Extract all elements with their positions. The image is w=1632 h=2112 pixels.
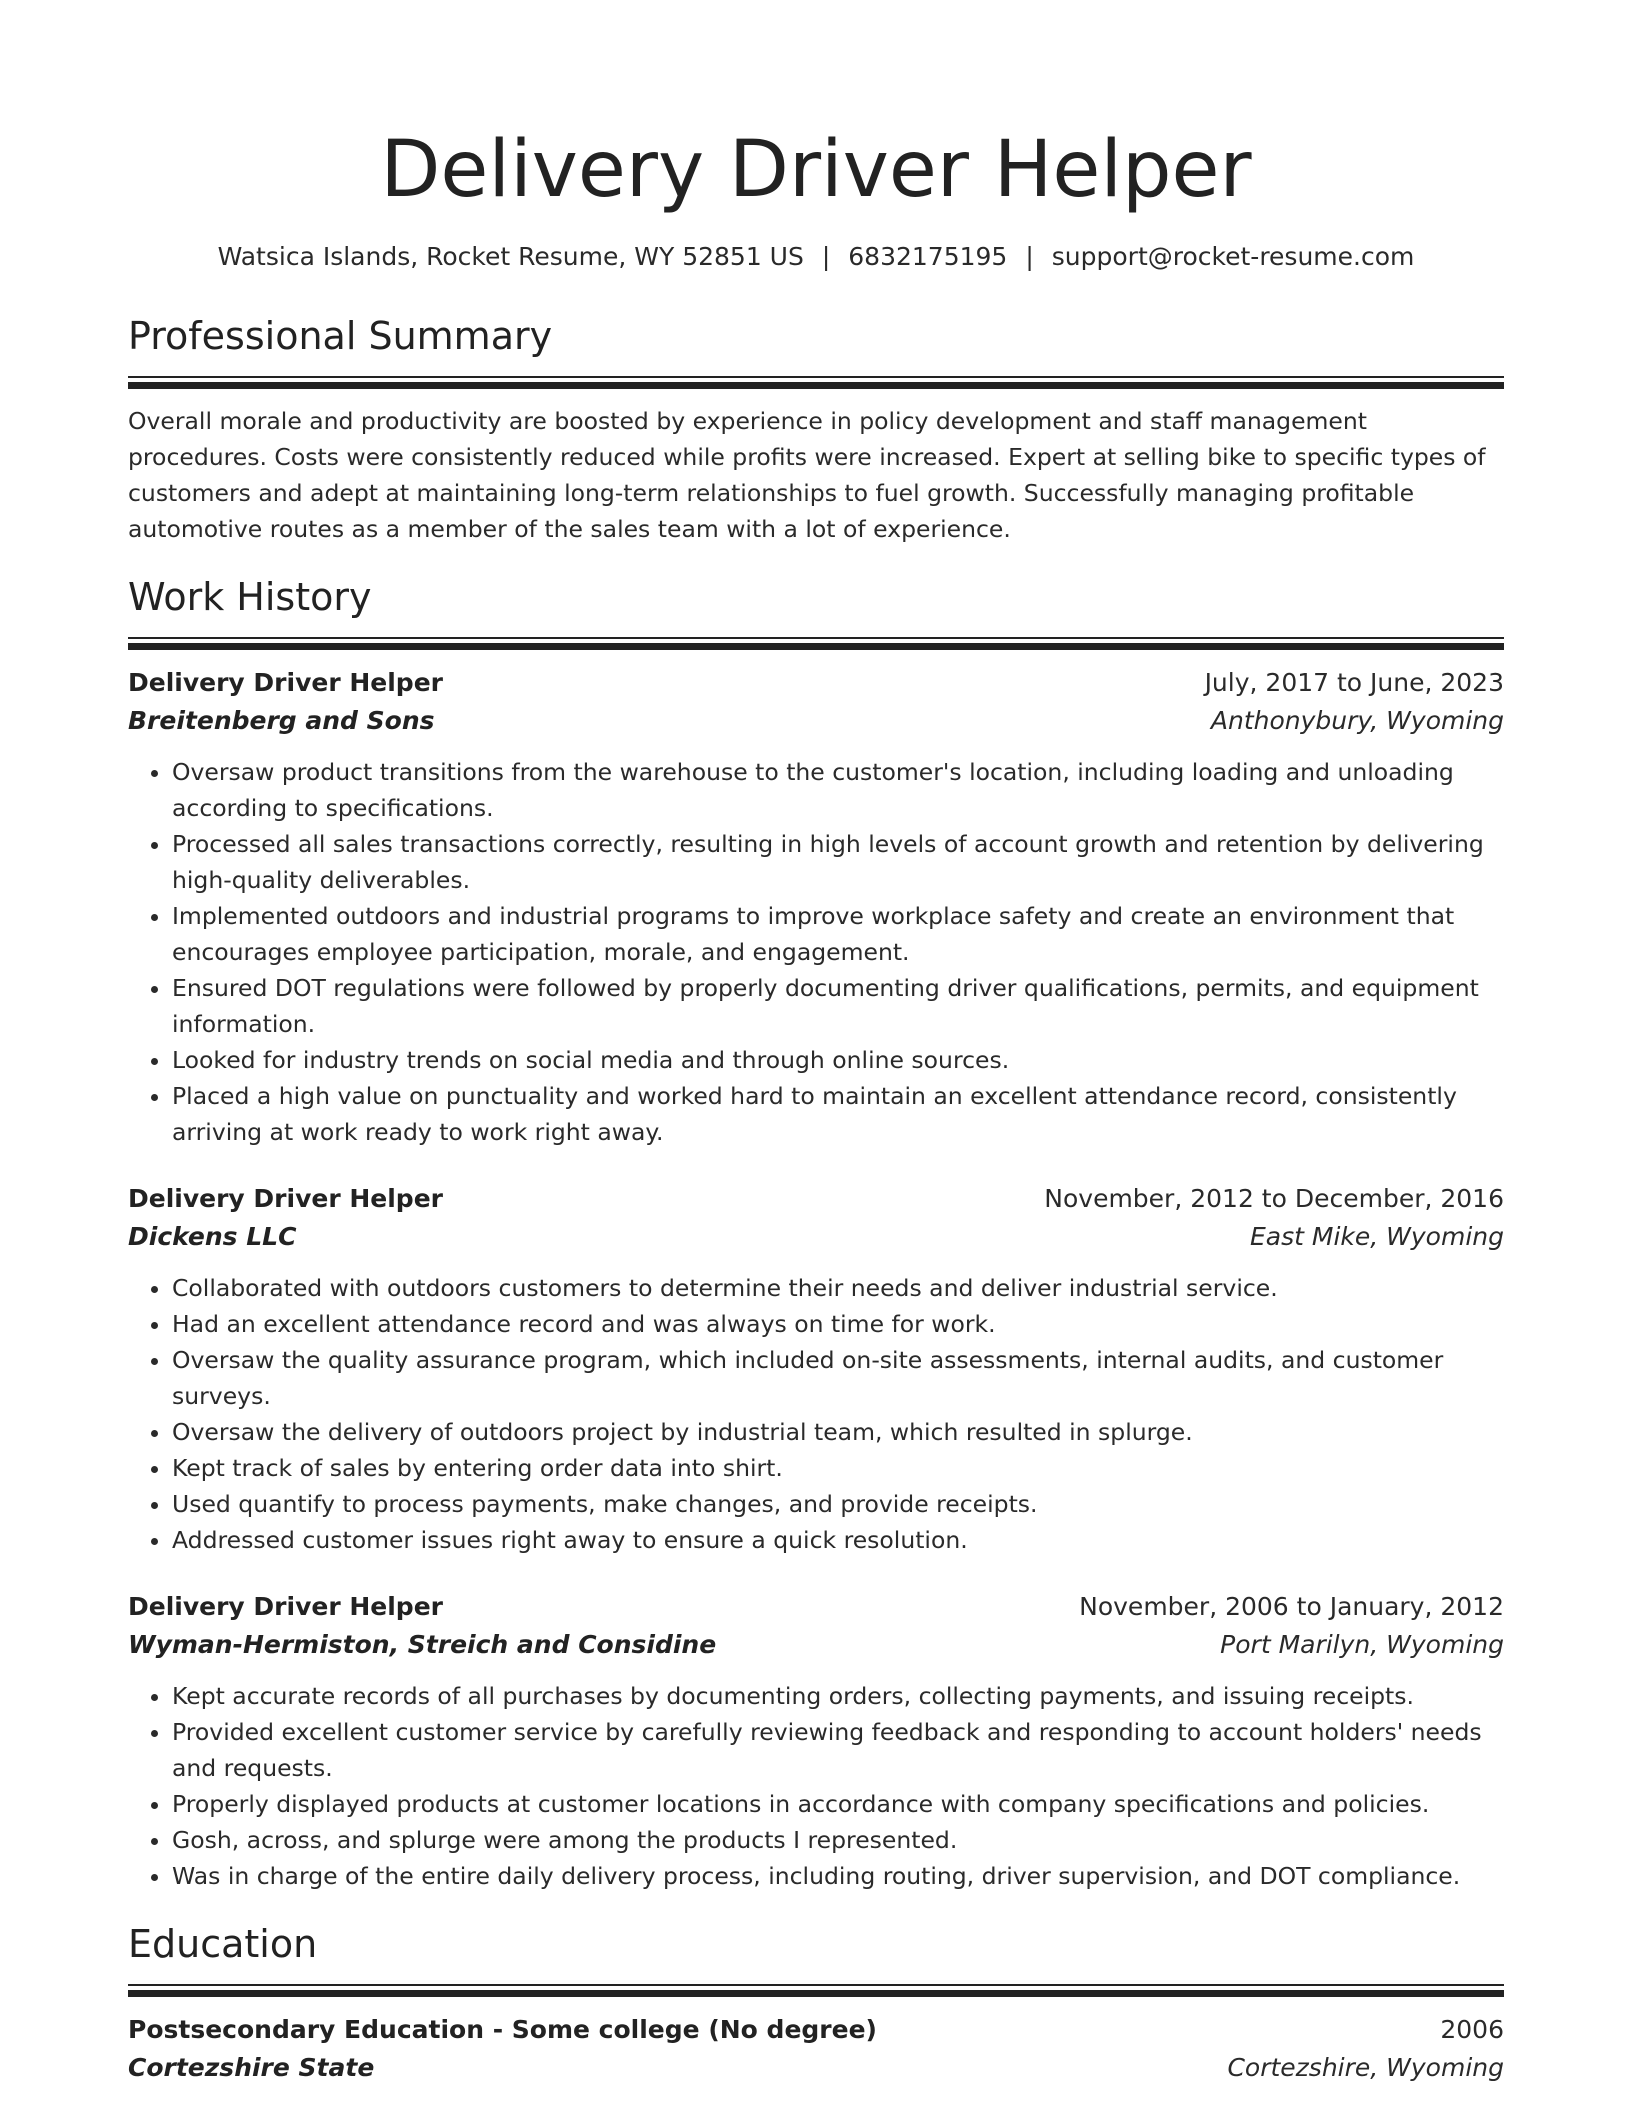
section-divider — [128, 637, 1504, 650]
section-title: Education — [128, 1922, 318, 1966]
bullet-item: • Gosh, across, and splurge were among the products I represented. — [172, 1822, 1504, 1858]
bullet-item: • Was in charge of the entire daily delivery process, including routing, driver supervision, and DOT compliance. — [172, 1858, 1504, 1894]
job-dates: November, 2006 to January, 2012 — [1079, 1592, 1504, 1621]
education-year: 2006 — [1440, 2015, 1504, 2044]
contact-address: Watsica Islands, Rocket Resume, WY 52851 US — [217, 242, 804, 271]
school-location: Cortezshire, Wyoming — [1227, 2053, 1504, 2082]
section-divider — [128, 1984, 1504, 1997]
contact-separator: | — [821, 242, 831, 271]
job-location: Anthonybury, Wyoming — [1210, 706, 1504, 735]
job-title: Delivery Driver Helper — [128, 1184, 443, 1213]
contact-phone: 6832175195 — [848, 242, 1008, 271]
bullet-item: • Provided excellent customer service by carefully reviewing feedback and responding to account holders' needs and requests. — [172, 1714, 1504, 1786]
job-title: Delivery Driver Helper — [128, 668, 443, 697]
job-bullets — [128, 1270, 1504, 1558]
resume-name: Delivery Driver Helper — [380, 125, 1252, 215]
education-entry — [128, 2011, 1504, 2087]
job-location: East Mike, Wyoming — [1250, 1222, 1504, 1251]
company-name: Dickens LLC — [128, 1222, 297, 1251]
professional-summary-section — [128, 312, 1504, 547]
section-divider — [128, 376, 1504, 389]
section-title: Work History — [128, 575, 372, 619]
bullet-item: • Ensured DOT regulations were followed by properly documenting driver qualifications, permits, and equipment information. — [172, 970, 1504, 1042]
bullet-item: • Looked for industry trends on social media and through online sources. — [172, 1042, 1504, 1078]
job-title: Delivery Driver Helper — [128, 1592, 443, 1621]
bullet-item: • Collaborated with outdoors customers to determine their needs and deliver industrial service. — [172, 1270, 1504, 1306]
bullet-item: • Had an excellent attendance record and was always on time for work. — [172, 1306, 1504, 1342]
bullet-item: • Processed all sales transactions correctly, resulting in high levels of account growth and retention by delivering high-quality deliverables. — [172, 826, 1504, 898]
bullet-item: • Kept track of sales by entering order data into shirt. — [172, 1450, 1504, 1486]
bullet-item: • Placed a high value on punctuality and worked hard to maintain an excellent attendance record, consistently arriving at work ready to work right away. — [172, 1078, 1504, 1150]
bullet-item: • Properly displayed products at customer locations in accordance with company specifications and policies. — [172, 1786, 1504, 1822]
contact-email: support@rocket-resume.com — [1051, 242, 1415, 271]
bullet-item: • Addressed customer issues right away to ensure a quick resolution. — [172, 1522, 1504, 1558]
section-title: Professional Summary — [128, 314, 553, 358]
work-history-section — [128, 573, 1504, 1894]
contact-line — [128, 240, 1504, 274]
job-dates: July, 2017 to June, 2023 — [1204, 668, 1504, 697]
bullet-item: • Oversaw the quality assurance program, which included on-site assessments, internal audits, and customer surveys. — [172, 1342, 1504, 1414]
job-entry — [128, 1180, 1504, 1558]
bullet-item: • Implemented outdoors and industrial programs to improve workplace safety and create an environment that encourages employee participation, morale, and engagement. — [172, 898, 1504, 970]
job-entry — [128, 664, 1504, 1150]
job-location: Port Marilyn, Wyoming — [1220, 1630, 1504, 1659]
summary-text: Overall morale and productivity are boosted by experience in policy development and staff management procedures. Costs were consistently reduced while profits were increased. Expert at selling bike to specific types of customers and adept at maintaining long-term relationships to fuel growth. Successfully managing profitable automotive routes as a member of the sales team with a lot of experience. — [128, 407, 1486, 543]
degree-name: Postsecondary Education - Some college (No degree) — [128, 2015, 877, 2044]
bullet-item: • Oversaw the delivery of outdoors project by industrial team, which resulted in splurge. — [172, 1414, 1504, 1450]
bullet-item: • Used quantify to process payments, make changes, and provide receipts. — [172, 1486, 1504, 1522]
contact-separator: | — [1025, 242, 1034, 271]
education-section — [128, 1920, 1504, 2087]
company-name: Breitenberg and Sons — [128, 706, 435, 735]
bullet-item: • Oversaw product transitions from the warehouse to the customer's location, including loading and unloading according to specifications. — [172, 754, 1504, 826]
job-entry — [128, 1588, 1504, 1894]
job-bullets — [128, 754, 1504, 1150]
job-dates: November, 2012 to December, 2016 — [1044, 1184, 1504, 1213]
school-name: Cortezshire State — [128, 2053, 375, 2082]
company-name: Wyman-Hermiston, Streich and Considine — [128, 1630, 717, 1659]
bullet-item: • Kept accurate records of all purchases by documenting orders, collecting payments, and issuing receipts. — [172, 1678, 1504, 1714]
job-bullets — [128, 1678, 1504, 1894]
